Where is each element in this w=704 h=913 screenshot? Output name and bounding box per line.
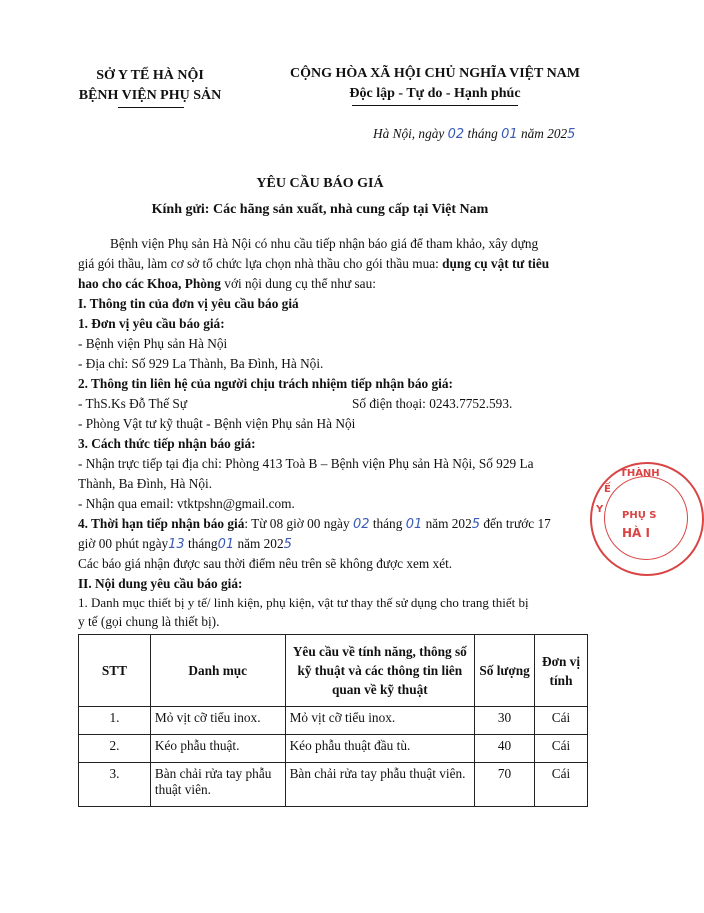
stamp-text-side-1: Ế xyxy=(604,484,611,495)
issuer-underline xyxy=(118,107,184,108)
deadline-g: năm 202 xyxy=(237,536,284,551)
date-prefix: Hà Nội, ngày xyxy=(373,126,445,141)
stamp-text-bottom: HÀ I xyxy=(622,526,650,540)
deadline-d: đến trước 17 xyxy=(480,516,551,531)
date-month: 01 xyxy=(501,127,518,142)
section-1-1-title: 1. Đơn vị yêu cầu báo giá: xyxy=(78,316,225,331)
row-name: Bàn chải rửa tay phẫu thuật viên. xyxy=(150,763,285,807)
header-stt: STT xyxy=(79,635,151,707)
row-spec: Mỏ vịt cỡ tiểu inox. xyxy=(285,707,475,735)
header-qty: Số lượng xyxy=(475,635,535,707)
row-stt: 1. xyxy=(79,707,151,735)
intro-line-1: Bệnh viện Phụ sản Hà Nội có nhu cầu tiếp nhận báo giá để tham khảo, xây dựng xyxy=(110,236,539,251)
receive-address-line-1: - Nhận trực tiếp tại địa chỉ: Phòng 413 Toà B – Bệnh viện Phụ sản Hà Nội, Số 929 La xyxy=(78,456,534,471)
contact-department: - Phòng Vật tư kỹ thuật - Bệnh viện Phụ sản Hà Nội xyxy=(78,416,356,431)
intro-line-3a: hao cho các Khoa, Phòng xyxy=(78,276,221,291)
section-2-line-2: y tế (gọi chung là thiết bị). xyxy=(78,614,220,629)
row-name: Mỏ vịt cỡ tiểu inox. xyxy=(150,707,285,735)
header-unit: Đơn vị tính xyxy=(535,635,588,707)
row-spec: Kéo phẫu thuật đầu tù. xyxy=(285,735,475,763)
section-1-3-title: 3. Cách thức tiếp nhận báo giá: xyxy=(78,436,256,451)
deadline-year-digit: 5 xyxy=(471,517,481,532)
intro-line-3 xyxy=(78,274,376,293)
table-row xyxy=(79,763,588,807)
deadline-b: tháng xyxy=(372,516,403,531)
row-stt: 3. xyxy=(79,763,151,807)
intro-line-2b: dụng cụ vật tư tiêu xyxy=(442,256,550,271)
table-row xyxy=(79,735,588,763)
deadline-month: 01 xyxy=(405,517,423,532)
row-qty: 70 xyxy=(475,763,535,807)
date-year-label: năm 202 xyxy=(521,126,568,141)
motto-underline xyxy=(352,105,518,106)
national-motto: Độc lập - Tự do - Hạnh phúc xyxy=(349,86,521,101)
section-2-heading: II. Nội dung yêu cầu báo giá: xyxy=(78,576,243,591)
date-month-label: tháng xyxy=(467,126,498,141)
receive-email: - Nhận qua email: vtktpshn@gmail.com. xyxy=(78,496,295,511)
deadline-note: Các báo giá nhận được sau thời điểm nêu trên sẽ không được xem xét. xyxy=(78,556,453,571)
issuer-department: SỞ Y TẾ HÀ NỘI xyxy=(96,68,204,83)
deadline-year-digit-2: 5 xyxy=(283,537,292,552)
row-spec: Bàn chải rửa tay phẫu thuật viên. xyxy=(285,763,475,807)
row-stt: 2. xyxy=(79,735,151,763)
intro-line-3b: với nội dung cụ thể như sau: xyxy=(220,276,376,291)
red-seal-stamp xyxy=(590,462,704,576)
table-header-row xyxy=(79,635,588,707)
contact-name: - ThS.Ks Đỗ Thế Sự xyxy=(78,396,188,411)
row-unit: Cái xyxy=(535,707,588,735)
section-1-1-line-1: - Bệnh viện Phụ sản Hà Nội xyxy=(78,336,228,351)
section-1-1-line-2: - Địa chỉ: Số 929 La Thành, Ba Đình, Hà Nội. xyxy=(78,356,324,371)
document-title: YÊU CẦU BÁO GIÁ xyxy=(256,176,384,191)
deadline-day-2: 13 xyxy=(168,537,185,552)
contact-phone: Số điện thoại: 0243.7752.593. xyxy=(352,396,513,411)
deadline-a: : Từ 08 giờ 00 ngày xyxy=(244,516,350,531)
intro-line-2 xyxy=(78,254,549,273)
row-name: Kéo phẫu thuật. xyxy=(150,735,285,763)
row-unit: Cái xyxy=(535,735,588,763)
deadline-line-2 xyxy=(78,534,292,554)
deadline-e: giờ 00 phút ngày xyxy=(78,536,169,551)
deadline-f: tháng xyxy=(188,536,218,551)
receive-address-line-2: Thành, Ba Đình, Hà Nội. xyxy=(78,476,213,491)
deadline-line-1 xyxy=(78,514,551,534)
stamp-text-top: THÀNH xyxy=(620,468,660,479)
section-1-heading: I. Thông tin của đơn vị yêu cầu báo giá xyxy=(78,296,299,311)
deadline-month-2: 01 xyxy=(217,537,235,552)
stamp-text-side-2: Y xyxy=(596,504,604,515)
recipient-line: Kính gửi: Các hãng sản xuất, nhà cung cấp tại Việt Nam xyxy=(151,202,489,217)
row-qty: 30 xyxy=(475,707,535,735)
deadline-c: năm 202 xyxy=(425,516,472,531)
stamp-text-middle: PHỤ S xyxy=(622,510,657,521)
header-spec: Yêu cầu về tính năng, thông số kỹ thuật và các thông tin liên quan về kỹ thuật xyxy=(285,635,475,707)
issuer-hospital: BỆNH VIỆN PHỤ SẢN xyxy=(78,88,222,103)
items-table xyxy=(78,634,588,807)
section-1-2-title: 2. Thông tin liên hệ của người chịu trách nhiệm tiếp nhận báo giá: xyxy=(78,376,453,391)
row-unit: Cái xyxy=(535,763,588,807)
deadline-day: 02 xyxy=(352,517,370,532)
national-title: CỘNG HÒA XÃ HỘI CHỦ NGHĨA VIỆT NAM xyxy=(289,66,580,81)
table-row xyxy=(79,707,588,735)
row-qty: 40 xyxy=(475,735,535,763)
date-day: 02 xyxy=(447,127,465,142)
header-name: Danh mục xyxy=(150,635,285,707)
section-2-line-1: 1. Danh mục thiết bị y tế/ linh kiện, phụ kiện, vật tư thay thế sử dụng cho trang thiết bị xyxy=(78,595,529,610)
intro-line-2a: giá gói thầu, làm cơ sở tổ chức lựa chọn nhà thầu cho gói thầu mua: xyxy=(78,256,443,271)
deadline-title: 4. Thời hạn tiếp nhận báo giá xyxy=(78,516,245,531)
date-line xyxy=(373,124,575,144)
date-year-digit: 5 xyxy=(567,127,576,142)
